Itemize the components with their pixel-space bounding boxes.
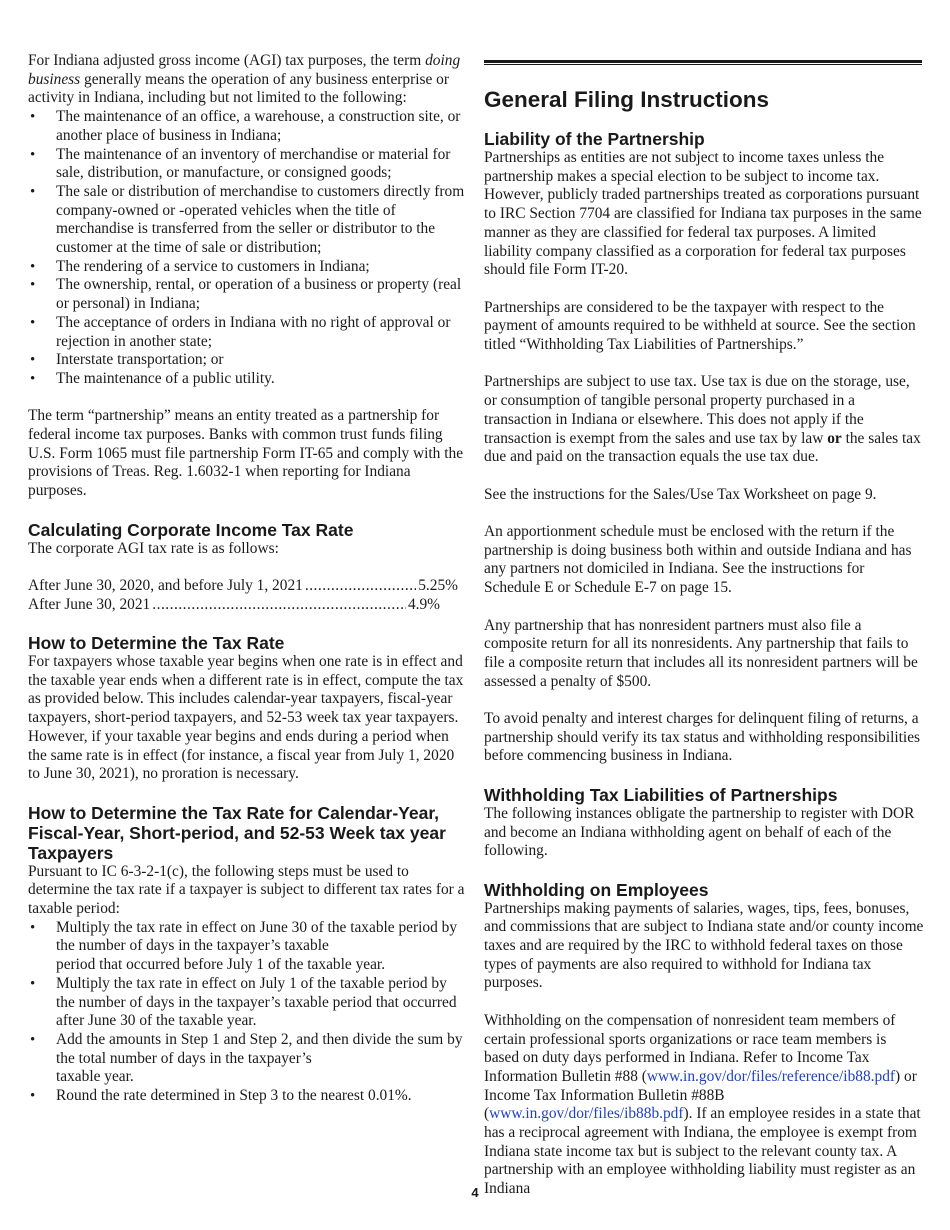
- composite-paragraph: Any partnership that has nonresident partners must also file a composite return for all its nonresidents. Any partnership that fails to file a composite return that includes all its nonresident partners will be assessed a penalty of $500.: [484, 616, 918, 690]
- ib88-link[interactable]: www.in.gov/dor/files/reference/ib88.pdf: [646, 1067, 896, 1085]
- worksheet-note: See the instructions for the Sales/Use Tax Worksheet on page 9.: [484, 485, 877, 503]
- withholding-paragraph: The following instances obligate the partnership to register with DOR and become an Indiana withholding agent on behalf of each of the following.: [484, 804, 915, 860]
- dot-leader: [152, 596, 406, 615]
- rate-value: 5.25%: [418, 576, 458, 594]
- right-column: [484, 60, 924, 1199]
- list-item: • The maintenance of a public utility.: [28, 370, 468, 389]
- list-item: • The rendering of a service to customers in Indiana;: [28, 258, 468, 277]
- liability-heading: Liability of the Partnership: [484, 129, 705, 149]
- step-item: • Multiply the tax rate in effect on July 1 of the taxable period by the number of days in the taxpayer’s taxable period that occurred after June 30 of the taxable year.: [28, 975, 468, 1031]
- apportionment-paragraph: An apportionment schedule must be enclosed with the return if the partnership is doing business both within and outside Indiana and has any partners not domiciled in Indiana. See the instructions for Schedule E or Schedule E-7 on page 15.: [484, 523, 912, 597]
- step-item: • Round the rate determined in Step 3 to the nearest 0.01%.: [28, 1087, 468, 1106]
- intro-paragraph: For Indiana adjusted gross income (AGI) tax purposes, the term doing business generally means the operation of any business enterprise or activity in Indiana, including but not limited to the following:: [28, 52, 461, 107]
- rate-heading: Calculating Corporate Income Tax Rate: [28, 519, 354, 540]
- list-item: • The sale or distribution of merchandise to customers directly from company-owned or -operated vehicles when the title of merchandise is transferred from the seller or distributor to the customer at the time of sale or distribution;: [28, 183, 468, 258]
- rate-period: After June 30, 2020, and before July 1, 2021: [28, 576, 303, 594]
- rate-row: [28, 596, 458, 615]
- list-item: • Interstate transportation; or: [28, 351, 468, 370]
- calendar-intro: Pursuant to IC 6-3-2-1(c), the following steps must be used to determine the tax rate if a taxpayer is subject to different tax rates for a taxable period:: [28, 862, 465, 918]
- rate-period: After June 30, 2021: [28, 595, 151, 613]
- rate-row: [28, 577, 458, 596]
- steps-list: [28, 919, 468, 1106]
- withholding-heading: Withholding Tax Liabilities of Partnerships: [484, 784, 838, 805]
- calendar-heading: How to Determine the Tax Rate for Calendar-Year, Fiscal-Year, Short-period, and 52-53 Week tax year Taxpayers: [28, 802, 446, 863]
- page-number: 4: [471, 1185, 479, 1200]
- left-column: [28, 52, 468, 1124]
- determine-heading: How to Determine the Tax Rate: [28, 633, 285, 654]
- step-item: • Add the amounts in Step 1 and Step 2, and then divide the sum by the total number of days in the taxpayer’s taxable year.: [28, 1031, 468, 1087]
- doing-business-list: [28, 108, 468, 389]
- partnership-definition: The term “partnership” means an entity treated as a partnership for federal income tax purposes. Banks with common trust funds filing U.S. Form 1065 must file partnership Form IT-65 and comply with the provisions of Treas. Reg. 1.6032-1 when reporting for Indiana purposes.: [28, 407, 464, 500]
- use-tax-paragraph: Partnerships are subject to use tax. Use tax is due on the storage, use, or consumption of tangible personal property purchased in a transaction in Indiana or elsewhere. This does not apply if the transaction is exempt from the sales and use tax by law or the sales tax due and paid on the transaction equals the use tax due.: [484, 373, 921, 466]
- taxpayer-paragraph: Partnerships are considered to be the taxpayer with respect to the payment of amounts required to be withheld at source. See the section titled “Withholding Tax Liabilities of Partnerships.”: [484, 298, 916, 354]
- doing-business-term: doing business: [28, 52, 461, 88]
- team-members-paragraph: Withholding on the compensation of nonresident team members of certain professional sports organizations or race team members is based on duty days performed in Indiana. Refer to Income Tax Information Bulletin #88 (www.in.gov/dor/files/reference/ib88.pdf) or Income Tax Information Bulletin #88B (www.in.gov/dor/files/ib88b.pdf). If an employee resides in a state that has a reciprocal agreement with Indiana, the employee is exempt from Indiana state income tax but is subject to the relevant county tax. A partnership with an employee withholding liability must register as an Indiana: [484, 1011, 921, 1198]
- employees-heading: Withholding on Employees: [484, 879, 709, 900]
- main-heading: General Filing Instructions: [484, 87, 770, 112]
- rate-intro: The corporate AGI tax rate is as follows:: [28, 539, 279, 557]
- dot-leader: [305, 577, 416, 596]
- step-item: • Multiply the tax rate in effect on June 30 of the taxable period by the number of days in the taxpayer’s taxable period that occurred before July 1 of the taxable year.: [28, 919, 468, 975]
- list-item: • The ownership, rental, or operation of a business or property (real or personal) in Indiana;: [28, 276, 468, 313]
- penalty-paragraph: To avoid penalty and interest charges for delinquent filing of returns, a partnership should verify its tax status and withholding responsibilities before commencing business in Indiana.: [484, 710, 921, 765]
- ib88b-link[interactable]: www.in.gov/dor/files/ib88b.pdf: [489, 1105, 684, 1123]
- rate-value: 4.9%: [407, 595, 440, 613]
- section-rule: [484, 60, 922, 65]
- rate-table: [28, 577, 458, 614]
- employees-paragraph: Partnerships making payments of salaries, wages, tips, fees, bonuses, and commissions that are subject to Indiana state and/or county income taxes and are required by the IRC to withhold federal taxes on those types of payments are also required to withhold for Indiana tax purposes.: [484, 899, 924, 992]
- list-item: • The maintenance of an office, a warehouse, a construction site, or another place of business in Indiana;: [28, 108, 468, 145]
- liability-paragraph: Partnerships as entities are not subject to income taxes unless the partnership makes a special election to be subject to income tax. However, publicly traded partnerships treated as corporations pursuant to IRC Section 7704 are classified for Indiana tax purposes in the same manner as they are classified for federal tax purposes. A limited liability company classified as a corporation for federal tax purposes should file Form IT-20.: [484, 149, 922, 279]
- list-item: • The acceptance of orders in Indiana with no right of approval or rejection in another state;: [28, 314, 468, 351]
- determine-text: For taxpayers whose taxable year begins when one rate is in effect and the taxable year ends when a different rate is in effect, compute the tax as provided below. This includes calendar-year taxpayers, fiscal-year taxpayers, short-period taxpayers, and 52-53 week tax year taxpayers. However, if your taxable year begins and ends during a period when the same rate is in effect (for instance, a fiscal year from July 1, 2020 to June 30, 2021), no proration is necessary.: [28, 653, 464, 783]
- list-item: • The maintenance of an inventory of merchandise or material for sale, distribution, or manufacture, or consigned goods;: [28, 146, 468, 183]
